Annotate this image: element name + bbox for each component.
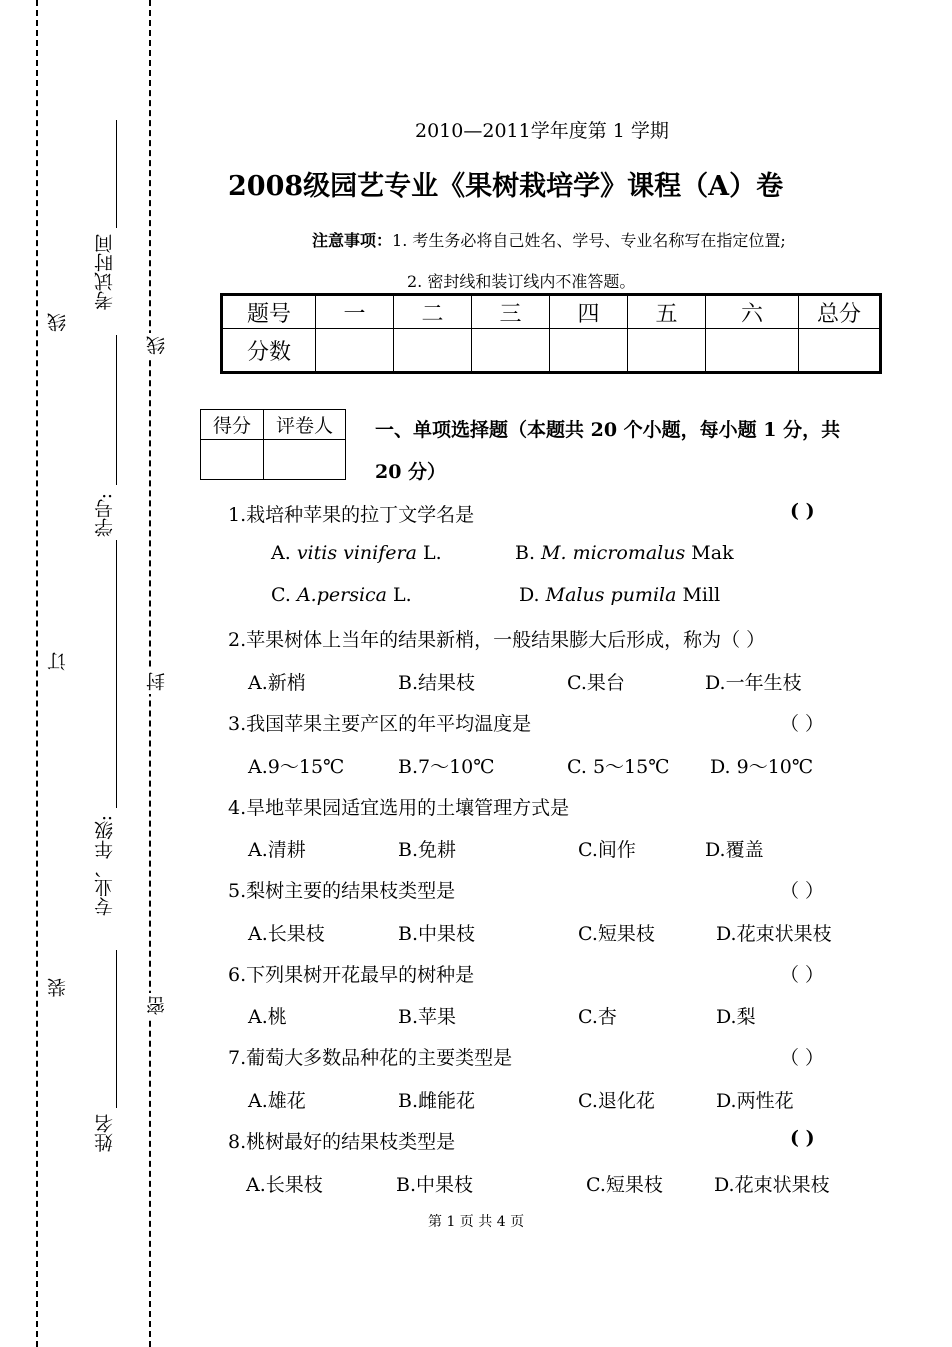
q1-option-a: A. vitis vinifera L.: [271, 542, 442, 564]
notice-label: 注意事项：: [312, 231, 393, 250]
score-cell[interactable]: [706, 329, 799, 373]
notice-line-2: 2. 密封线和装订线内不准答题。: [407, 272, 636, 291]
binding-line-outer: [36, 0, 38, 1347]
score-col-total: 总分: [799, 295, 881, 329]
question-6-answer-paren[interactable]: （ ）: [780, 964, 825, 986]
score-col-5: 五: [628, 295, 706, 329]
score-cell[interactable]: [628, 329, 706, 373]
q5-option-d: D.花束状果枝: [716, 923, 832, 945]
name-label: 姓名: [94, 1114, 116, 1152]
q4-option-a: A.清耕: [248, 839, 306, 861]
score-cell[interactable]: [472, 329, 550, 373]
q4-option-d: D.覆盖: [705, 839, 764, 861]
outer-mark-xian: 线: [47, 313, 69, 332]
q8-option-b: B.中果枝: [396, 1174, 474, 1196]
q6-option-d: D.梨: [716, 1006, 756, 1028]
score-col-2: 二: [394, 295, 472, 329]
question-8-answer-paren[interactable]: ( ): [790, 1127, 815, 1149]
term-line: 2010—2011学年度第 1 学期: [415, 120, 669, 142]
grader-name-label: 评卷人: [264, 410, 346, 440]
score-cell[interactable]: [799, 329, 881, 373]
q3-option-c: C. 5～15℃: [567, 756, 670, 778]
question-7-answer-paren[interactable]: （ ）: [780, 1047, 825, 1069]
q3-option-b: B.7～10℃: [398, 756, 495, 778]
section-1-title-line-1: 一、单项选择题（本题共 20 个小题，每小题 1 分，共: [375, 419, 841, 441]
q2-option-d: D.一年生枝: [705, 672, 802, 694]
q7-option-d: D.两性花: [716, 1090, 794, 1112]
exam-time-label: 考试时间: [94, 234, 116, 310]
inner-mark-feng: 封: [148, 669, 167, 694]
major-grade-label: 专业、年级:: [94, 815, 116, 917]
exam-time-blank[interactable]: [116, 120, 117, 228]
student-id-blank[interactable]: [116, 335, 117, 485]
q3-option-d: D. 9～10℃: [710, 756, 814, 778]
score-row-label: 分数: [222, 329, 316, 373]
page-number: 第 1 页 共 4 页: [428, 1214, 525, 1230]
q5-option-b: B.中果枝: [398, 923, 476, 945]
score-table: [220, 293, 882, 374]
score-cell[interactable]: [550, 329, 628, 373]
inner-mark-mi: 密: [148, 993, 167, 1018]
question-8-stem: 8.桃树最好的结果枝类型是: [228, 1131, 456, 1153]
q1-option-c: C. A.persica L.: [271, 584, 412, 606]
notice-line-1: [312, 228, 786, 251]
q8-option-c: C.短果枝: [586, 1174, 663, 1196]
score-col-3: 三: [472, 295, 550, 329]
question-1-stem: 1.栽培种苹果的拉丁文学名是: [228, 504, 475, 526]
q8-option-a: A.长果枝: [246, 1174, 323, 1196]
q8-option-d: D.花束状果枝: [714, 1174, 830, 1196]
section-1-title-line-2: 20 分）: [375, 461, 447, 483]
q7-option-a: A.雄花: [248, 1090, 306, 1112]
outer-mark-zhuang: 装: [47, 978, 69, 997]
score-cell[interactable]: [394, 329, 472, 373]
q7-option-b: B.雌能花: [398, 1090, 476, 1112]
grader-name-cell[interactable]: [264, 440, 346, 480]
question-5-answer-paren[interactable]: （ ）: [780, 880, 825, 902]
grader-score-cell[interactable]: [201, 440, 264, 480]
question-4-stem: 4.旱地苹果园适宜选用的土壤管理方式是: [228, 797, 570, 819]
score-header-label: 题号: [222, 295, 316, 329]
q1-option-d: D. Malus pumila Mill: [519, 584, 721, 606]
q2-option-b: B.结果枝: [398, 672, 476, 694]
question-3-answer-paren[interactable]: （ ）: [780, 713, 825, 735]
question-2-stem: 2.苹果树体上当年的结果新梢，一般结果膨大后形成，称为（ ）: [228, 629, 766, 651]
question-3-stem: 3.我国苹果主要产区的年平均温度是: [228, 713, 532, 735]
q5-option-a: A.长果枝: [248, 923, 325, 945]
q6-option-a: A.桃: [248, 1006, 287, 1028]
q6-option-c: C.杏: [578, 1006, 617, 1028]
q4-option-b: B.免耕: [398, 839, 457, 861]
grader-score-label: 得分: [201, 410, 264, 440]
question-6-stem: 6.下列果树开花最早的树种是: [228, 964, 475, 986]
inner-mark-xian: 线: [148, 333, 167, 358]
question-7-stem: 7.葡萄大多数品种花的主要类型是: [228, 1047, 513, 1069]
q2-option-a: A.新梢: [248, 672, 306, 694]
question-5-stem: 5.梨树主要的结果枝类型是: [228, 880, 456, 902]
name-blank[interactable]: [116, 950, 117, 1108]
outer-mark-ding: 订: [47, 652, 69, 671]
q3-option-a: A.9～15℃: [248, 756, 345, 778]
score-col-1: 一: [316, 295, 394, 329]
score-col-6: 六: [706, 295, 799, 329]
q6-option-b: B.苹果: [398, 1006, 457, 1028]
question-1-answer-paren[interactable]: ( ): [790, 500, 815, 522]
score-cell[interactable]: [316, 329, 394, 373]
major-grade-blank[interactable]: [116, 540, 117, 808]
notice-item-1: 1. 考生务必将自己姓名、学号、专业名称写在指定位置;: [392, 231, 786, 250]
q2-option-c: C.果台: [567, 672, 625, 694]
q5-option-c: C.短果枝: [578, 923, 655, 945]
score-col-4: 四: [550, 295, 628, 329]
grader-box: [200, 409, 346, 480]
student-id-label: 学号:: [94, 493, 116, 538]
q7-option-c: C.退化花: [578, 1090, 655, 1112]
q1-option-b: B. M. micromalus Mak: [515, 542, 734, 564]
q4-option-c: C.间作: [578, 839, 636, 861]
exam-title: 2008级园艺专业《果树栽培学》课程（A）卷: [228, 171, 784, 202]
